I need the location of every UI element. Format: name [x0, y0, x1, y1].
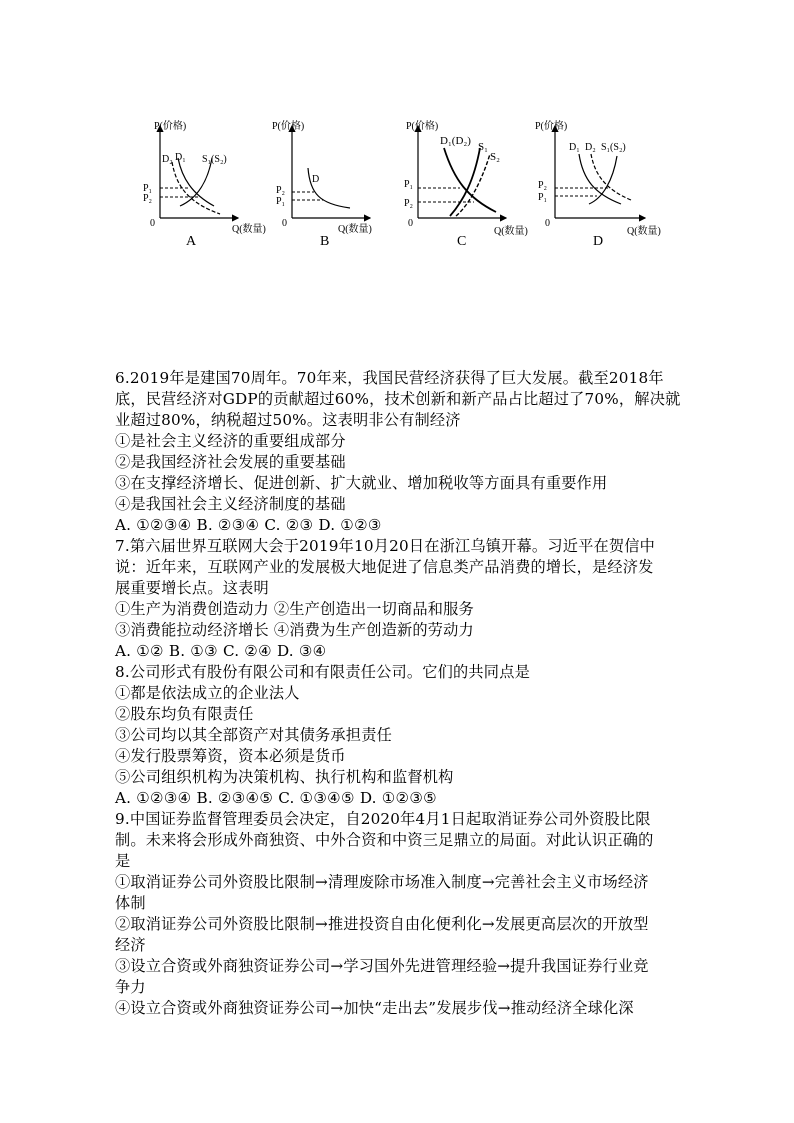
y-axis-label: P(价格)	[535, 121, 568, 132]
text-line: ①是社会主义经济的重要组成部分	[115, 432, 346, 450]
text-line: ①取消证券公司外资股比限制→清理废除市场准入制度→完善社会主义市场经济	[115, 873, 649, 891]
text-line: 业超过80%，纳税超过50%。这表明非公有制经济	[115, 411, 461, 429]
origin: 0	[408, 218, 413, 229]
text-line: A. ①② B. ①③ C. ②④ D. ③④	[115, 642, 327, 660]
text-line: 争力	[115, 978, 146, 996]
text-line: 说：近年来，互联网产业的发展极大地促进了信息类产品消费的增长，是经济发	[115, 558, 654, 576]
text-line: ②股东均负有限责任	[115, 705, 254, 723]
text-line: 9.中国证券监督管理委员会决定，自2020年4月1日起取消证券公司外资股比限	[115, 810, 651, 828]
graph-caption: C	[457, 234, 467, 249]
text-line: 8.公司形式有股份有限公司和有限责任公司。它们的共同点是	[115, 663, 530, 681]
text-line: A. ①②③④ B. ②③④ C. ②③ D. ①②③	[115, 516, 382, 534]
graph-caption: A	[186, 234, 197, 249]
y-axis-label: P(价格)	[272, 121, 305, 132]
label: P₂	[538, 180, 548, 191]
text-line: ④是我国社会主义经济制度的基础	[115, 495, 346, 513]
x-axis-label: Q(数量)	[627, 226, 661, 237]
label: S₁	[478, 141, 488, 153]
label: P₁	[143, 183, 153, 194]
text-line: ⑤公司组织机构为决策机构、执行机构和监督机构	[115, 768, 454, 786]
y-axis-label: P(价格)	[406, 121, 439, 132]
graph-d	[535, 118, 663, 236]
graph-caption: B	[320, 234, 330, 249]
text-line: 体制	[115, 894, 146, 912]
text-line: ③在支撑经济增长、促进创新、扩大就业、增加税收等方面具有重要作用	[115, 474, 608, 492]
label: P₁	[404, 179, 414, 190]
text-line: ③消费能拉动经济增长 ④消费为生产创造新的劳动力	[115, 621, 474, 639]
label: D₂	[585, 142, 596, 153]
x-axis-label: Q(数量)	[232, 224, 266, 235]
text-line: 底，民营经济对GDP的贡献超过60%，技术创新和新产品占比超过了70%，解决就	[115, 390, 681, 408]
y-axis-label: P(价格)	[154, 121, 187, 132]
label: S₁(S₂)	[601, 142, 626, 153]
label: P₁	[276, 196, 286, 207]
text-line: ②是我国经济社会发展的重要基础	[115, 453, 346, 471]
graph-b	[272, 118, 382, 235]
text-line: 经济	[115, 936, 146, 954]
text-line: 制。未来将会形成外商独资、中外合资和中资三足鼎立的局面。对此认识正确的	[115, 831, 654, 849]
label: D₁	[569, 142, 580, 153]
label: D	[312, 174, 320, 185]
origin: 0	[545, 218, 550, 229]
graph-caption: D	[593, 234, 604, 249]
text-line: ③设立合资或外商独资证券公司→学习国外先进管理经验→提升我国证券行业竞	[115, 957, 649, 975]
text-line: ④设立合资或外商独资证券公司→加快“走出去”发展步伐→推动经济全球化深	[115, 999, 634, 1017]
x-axis-label: Q(数量)	[494, 226, 528, 237]
label: P₂	[276, 185, 286, 196]
text-line: A. ①②③④ B. ②③④⑤ C. ①③④⑤ D. ①②③⑤	[115, 789, 437, 807]
label: P₁	[538, 192, 548, 203]
origin: 0	[282, 218, 287, 229]
graph-c	[398, 118, 528, 237]
label: S₁(S₂)	[202, 154, 227, 165]
text-line: ②取消证券公司外资股比限制→推进投资自由化便利化→发展更高层次的开放型	[115, 915, 649, 933]
label: P₂	[404, 198, 414, 209]
label: D₁	[175, 152, 186, 163]
text-line: ①都是依法成立的企业法人	[115, 684, 300, 702]
label: P₂	[143, 193, 153, 204]
text-line: ③公司均以其全部资产对其债务承担责任	[115, 726, 392, 744]
graph-a	[140, 118, 266, 235]
text-line: 是	[115, 852, 131, 870]
label: D₂	[162, 154, 173, 165]
text-line: ①生产为消费创造动力 ②生产创造出一切商品和服务	[115, 600, 474, 618]
text-line: 展重要增长点。这表明	[115, 579, 269, 597]
text-line: ④发行股票筹资，资本必须是货币	[115, 747, 346, 765]
x-axis-label: Q(数量)	[338, 224, 372, 235]
text-line: 7.第六届世界互联网大会于2019年10月20日在浙江乌镇开幕。习近平在贺信中	[115, 537, 656, 555]
label: S₂	[490, 151, 500, 163]
origin: 0	[150, 218, 155, 229]
text-line: 6.2019年是建国70周年。70年来，我国民营经济获得了巨大发展。截至2018年	[115, 369, 664, 387]
label: D₁(D₂)	[440, 135, 471, 147]
